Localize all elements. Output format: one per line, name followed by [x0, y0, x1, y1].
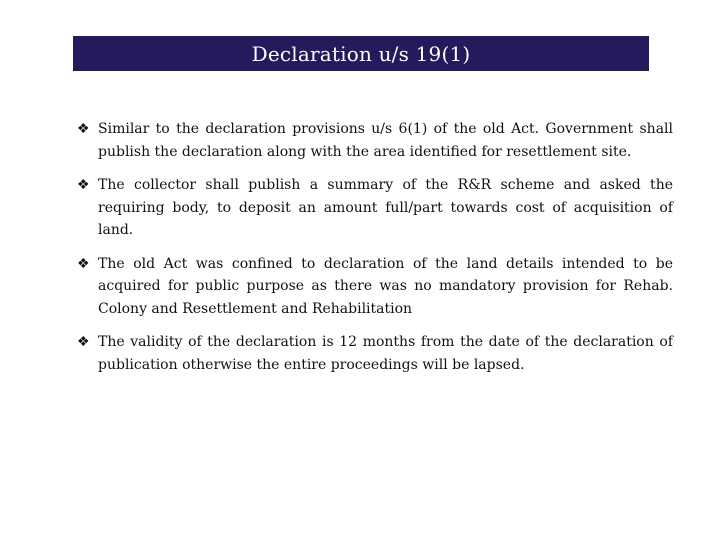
slide-title: Declaration u/s 19(1) [251, 41, 471, 66]
bullet-list [77, 118, 673, 387]
bullet-item [77, 118, 673, 163]
bullet-text: The collector shall publish a summary of the R&R scheme and asked the requiring body, to deposit an amount full/part towards cost of acquisition of land. [98, 177, 673, 238]
bullet-text: The old Act was confined to declaration of the land details intended to be acquired for public purpose as there was no mandatory provision for Rehab. Colony and Resettlement and Rehabilitation [98, 255, 673, 317]
bullet-text: The validity of the declaration is 12 months from the date of the declaration of publication otherwise the entire proceedings will be lapsed. [98, 334, 673, 373]
diamond-bullet-icon: ❖ [77, 121, 90, 137]
bullet-text: Similar to the declaration provisions u/s 6(1) of the old Act. Government shall publish the declaration along with the area identified for resettlement site. [98, 121, 673, 160]
bullet-item [77, 174, 673, 242]
slide-title-bar [73, 36, 649, 71]
diamond-bullet-icon: ❖ [77, 334, 90, 350]
bullet-item [77, 331, 673, 376]
bullet-item [77, 253, 673, 321]
diamond-bullet-icon: ❖ [77, 177, 90, 193]
diamond-bullet-icon: ❖ [77, 255, 90, 272]
